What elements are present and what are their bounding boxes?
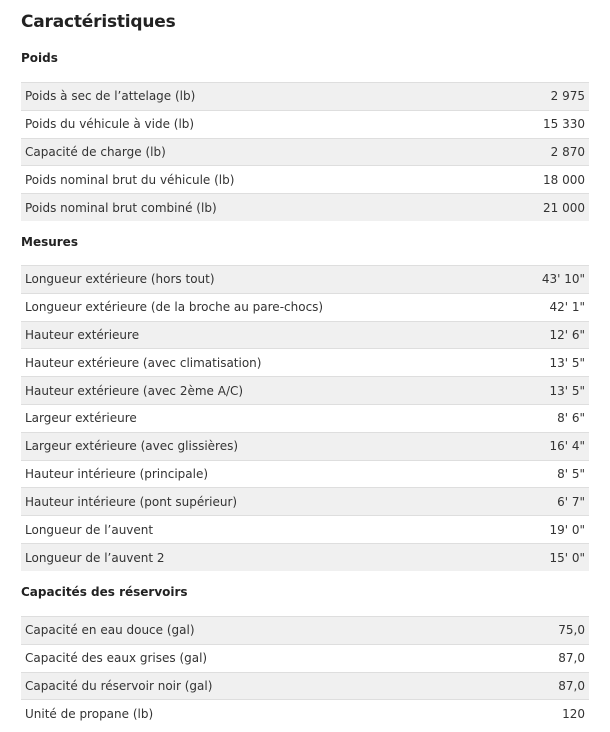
weights-table <box>21 82 589 221</box>
row-value: 43' 10" <box>508 266 589 294</box>
row-value: 6' 7" <box>508 488 589 516</box>
table-row <box>21 321 589 349</box>
table-row <box>21 460 589 488</box>
table-row <box>21 138 589 166</box>
row-label: Unité de propane (lb) <box>21 700 503 728</box>
row-value: 19' 0" <box>508 516 589 544</box>
row-value: 87,0 <box>503 672 589 700</box>
row-label: Longueur extérieure (de la broche au pare-chocs) <box>21 293 508 321</box>
table-row <box>21 166 589 194</box>
row-value: 87,0 <box>503 644 589 672</box>
row-label: Poids à sec de l’attelage (lb) <box>21 83 483 111</box>
row-label: Hauteur extérieure <box>21 321 508 349</box>
section-title-weights: Poids <box>21 51 58 65</box>
row-label: Poids nominal brut combiné (lb) <box>21 194 483 222</box>
row-value: 13' 5" <box>508 377 589 405</box>
table-row <box>21 488 589 516</box>
table-row <box>21 83 589 111</box>
table-row <box>21 266 589 294</box>
row-label: Hauteur extérieure (avec climatisation) <box>21 349 508 377</box>
table-row <box>21 543 589 571</box>
table-row <box>21 644 589 672</box>
row-label: Hauteur extérieure (avec 2ème A/C) <box>21 377 508 405</box>
row-value: 12' 6" <box>508 321 589 349</box>
section-title-measurements: Mesures <box>21 235 78 249</box>
page-title: Caractéristiques <box>21 12 176 32</box>
row-label: Largeur extérieure <box>21 404 508 432</box>
row-value: 2 975 <box>483 83 589 111</box>
row-label: Capacité en eau douce (gal) <box>21 617 503 645</box>
row-label: Poids du véhicule à vide (lb) <box>21 110 483 138</box>
table-row <box>21 617 589 645</box>
section-title-tank-capacities: Capacités des réservoirs <box>21 585 188 599</box>
row-value: 15 330 <box>483 110 589 138</box>
table-row <box>21 404 589 432</box>
row-label: Largeur extérieure (avec glissières) <box>21 432 508 460</box>
measurements-table <box>21 265 589 571</box>
table-row <box>21 377 589 405</box>
row-label: Hauteur intérieure (pont supérieur) <box>21 488 508 516</box>
row-label: Longueur de l’auvent 2 <box>21 543 508 571</box>
row-value: 13' 5" <box>508 349 589 377</box>
row-value: 2 870 <box>483 138 589 166</box>
row-value: 8' 6" <box>508 404 589 432</box>
table-row <box>21 293 589 321</box>
row-value: 18 000 <box>483 166 589 194</box>
tank-capacities-table <box>21 616 589 728</box>
row-label: Poids nominal brut du véhicule (lb) <box>21 166 483 194</box>
table-row <box>21 110 589 138</box>
table-row <box>21 672 589 700</box>
row-value: 16' 4" <box>508 432 589 460</box>
row-label: Longueur extérieure (hors tout) <box>21 266 508 294</box>
row-value: 120 <box>503 700 589 728</box>
row-value: 8' 5" <box>508 460 589 488</box>
table-row <box>21 432 589 460</box>
row-label: Capacité de charge (lb) <box>21 138 483 166</box>
row-label: Hauteur intérieure (principale) <box>21 460 508 488</box>
row-value: 21 000 <box>483 194 589 222</box>
row-value: 42' 1" <box>508 293 589 321</box>
row-value: 15' 0" <box>508 543 589 571</box>
row-label: Capacité des eaux grises (gal) <box>21 644 503 672</box>
table-row <box>21 194 589 222</box>
row-value: 75,0 <box>503 617 589 645</box>
row-label: Capacité du réservoir noir (gal) <box>21 672 503 700</box>
table-row <box>21 349 589 377</box>
table-row <box>21 516 589 544</box>
table-row <box>21 700 589 728</box>
row-label: Longueur de l’auvent <box>21 516 508 544</box>
